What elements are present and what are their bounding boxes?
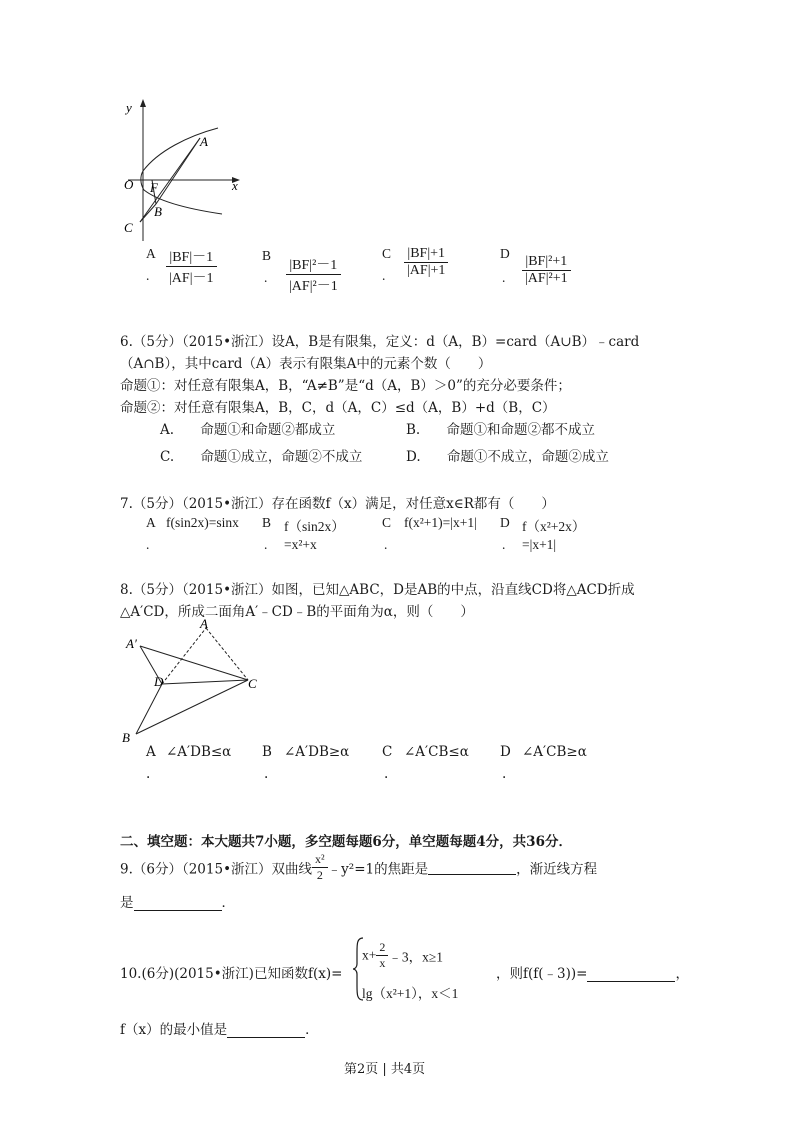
q8-line1: 8.（5分）（2015•浙江）如图，已知△ABC，D是AB的中点，沿直线CD将△ACD折成 [120,582,635,598]
q9-line1 [120,852,597,888]
q10-case-2: lg（x²+1），x＜1 [362,986,459,1001]
label-d: D [154,674,164,689]
q9-fraction [312,852,328,883]
q9-line2-suffix: ． [221,895,235,911]
figure-triangle-fold [118,616,268,746]
q6-b-text: 命题①和命题②都不成立 [446,422,596,438]
q10-end: ， [675,966,689,982]
q6-c-text: 命题①成立，命题②不成立 [200,449,363,465]
q8-b-text: ∠A′DB≥α [284,744,350,760]
q7-d-dot: . [502,537,506,552]
line-ab [156,138,200,204]
q6-b-letter: B. [406,422,421,438]
q10-case1-frac-den: x [376,955,388,971]
q5-d-dot: . [502,270,506,285]
label-y: y [126,100,132,115]
label-b: B [122,730,130,745]
section-heading: 二、填空题：本大题共7小题，多空题每题6分，单空题每题4分，共36分． [120,834,572,850]
label-a-prime: A′ [126,636,137,651]
q5-a-fraction [166,246,217,287]
y-axis-arrow [140,99,146,107]
label-c: C [124,220,133,235]
q5-b-numerator: |BF|²－1 [289,258,338,273]
q9-line2 [120,891,235,911]
q6-a-text: 命题①和命题②都成立 [200,422,336,438]
q6-line1: 6.（5分）（2015•浙江）设A，B是有限集，定义：d（A，B）=card（A∪B）﹣card [120,334,640,350]
label-c: C [248,676,257,691]
q9-prefix: 9.（6分）（2015•浙江）双曲线 [120,861,313,878]
q10-after [496,962,689,982]
q10-case1-a: x+ [362,947,377,963]
q8-c-dot: . [384,766,389,782]
q5-c-numerator: |BF|+1 [407,246,446,261]
q6-line2: （A∩B），其中card（A）表示有限集A中的元素个数（ ） [120,356,492,372]
q10-line2-prefix: f（x）的最小值是 [120,1022,228,1038]
q6-proposition-1: 命题①：对任意有限集A，B，“A≠B”是“d（A，B）＞0”的充分必要条件； [120,378,571,394]
q5-b-fraction [286,254,341,295]
q10-case1-fraction [376,940,388,971]
label-o: O [124,177,134,192]
q5-d-numerator: |BF|²+1 [525,254,568,269]
edge-a-d-dashed [162,628,206,684]
q5-c-dot: . [382,268,386,283]
q5-a-numerator: |BF|－1 [169,250,214,265]
parabola-curve [141,128,222,214]
figure-parabola [118,96,248,246]
q7-b-text-1: f（sin2x） [284,519,345,534]
q7-d-text-1: f（x²+2x） [522,519,586,534]
q10-prefix: 10.(6分)(2015•浙江)已知函数f(x)= [120,966,343,982]
q6-c-letter: C. [160,449,175,465]
label-x: x [232,178,238,193]
q6-option-c [160,445,362,465]
q6-d-text: 命题①不成立，命题②成立 [446,449,609,465]
q7-b-text-2: =x²+x [284,537,317,552]
q10-case1-b: ﹣3，x≥1 [388,949,444,965]
q7-a-letter: A [146,515,156,530]
q10-line2-suffix: ． [305,1022,319,1038]
label-a: A [200,616,208,631]
q5-c-letter: C [382,246,392,261]
q7-c-dot: . [384,537,388,552]
q8-d-text: ∠A′CB≥α [522,744,587,760]
q7-c-text: f(x²+1)=|x+1| [404,515,477,530]
q9-answer-blank-1[interactable] [428,860,516,875]
q9-fraction-numerator: x² [315,852,325,866]
q6-d-letter: D. [406,449,421,465]
q6-option-a [160,418,335,438]
q5-a-letter: A [146,246,156,261]
q10-answer-blank-2[interactable] [227,1023,305,1038]
q5-a-dot: . [146,268,150,283]
q8-b-letter: B [262,744,272,760]
q8-line2: △A′CD，所成二面角A′﹣CD﹣B的平面角为α，则（ ） [120,604,474,620]
q6-option-b [406,418,595,438]
q6-proposition-2: 命题②：对任意有限集A，B，C，d（A，C）≤d（A，B）+d（B，C） [120,400,556,416]
q5-d-letter: D [500,246,510,261]
q9-equation-rest: ﹣y²=1的焦距是 [327,861,429,878]
edge-a-c-dashed [206,628,248,680]
q8-c-letter: C [382,744,393,760]
edge-b-c [136,680,248,734]
q8-c-text: ∠A′CB≤α [404,744,469,760]
q5-b-denominator: |AF|²－1 [286,274,341,295]
q7-line1: 7.（5分）（2015•浙江）存在函数f（x）满足，对任意x∈R都有（ ） [120,496,555,512]
q7-a-text: f(sin2x)=sinx [166,515,239,530]
q5-d-denominator: |AF|²+1 [522,270,571,287]
q5-c-fraction [404,246,448,279]
q8-a-letter: A [146,744,156,760]
q9-line2-prefix: 是 [120,895,134,911]
q9-answer-blank-2[interactable] [134,896,222,911]
q10-case1-frac-num: 2 [379,940,386,954]
q5-a-denominator: |AF|－1 [166,266,217,287]
q5-b-dot: . [264,270,268,285]
q5-c-denominator: |AF|+1 [404,262,448,279]
edge-d-c [162,680,248,684]
q5-d-fraction [522,254,571,287]
q8-a-text: ∠A′DB≤α [166,744,232,760]
page-footer: 第2页 | 共4页 [344,1062,426,1077]
q7-b-letter: B [262,515,272,530]
q8-d-dot: . [502,766,507,782]
edge-b-d [136,684,162,734]
q10-line2 [120,1018,319,1038]
q8-d-letter: D [500,744,511,760]
q6-option-d [406,445,609,465]
label-f: F [150,180,158,195]
q7-d-text-2: =|x+1| [522,537,557,552]
label-a: A [200,134,208,149]
q9-fraction-denominator: 2 [312,867,328,883]
label-b: B [154,204,162,219]
q8-a-dot: . [146,766,151,782]
q5-b-letter: B [262,248,272,263]
q7-c-letter: C [382,515,392,530]
q7-b-dot: . [264,537,268,552]
q7-a-dot: . [146,537,150,552]
q10-case-1 [362,940,443,971]
q7-d-letter: D [500,515,510,530]
q6-a-letter: A. [160,422,175,438]
q8-b-dot: . [264,766,269,782]
q10-after-text: ，则f(f(﹣3))= [496,966,588,982]
q10-answer-blank-1[interactable] [587,967,675,982]
q9-after: ，渐近线方程 [516,861,598,878]
